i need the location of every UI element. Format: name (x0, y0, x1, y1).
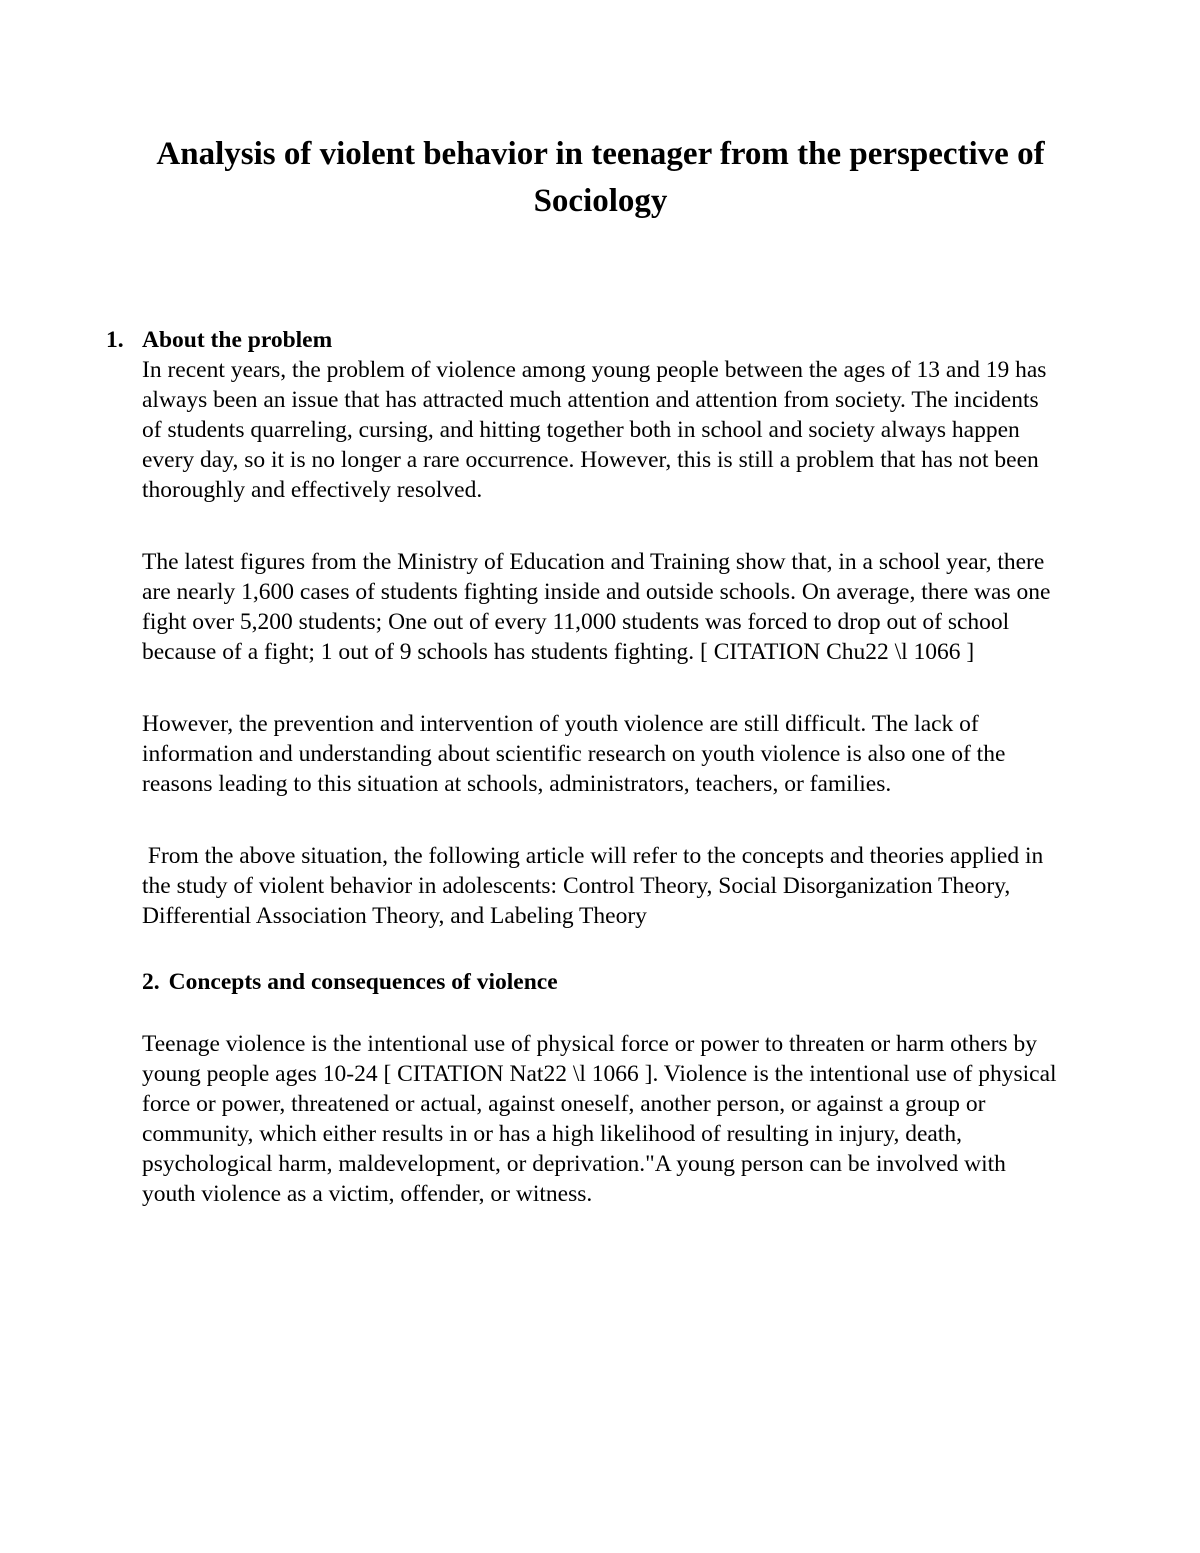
section-1-paragraph-1: In recent years, the problem of violence among young people between the ages of 13 and 19 has always been an issue that has attracted much attention and attention from society. The incidents of students quarreling, cursing, and hitting together both in school and society always happen every day, so it is no longer a rare occurrence. However, this is still a problem that has not been thoroughly and effectively resolved. (142, 357, 1053, 503)
document-title: Analysis of violent behavior in teenager from the perspective of Sociology (156, 136, 1045, 219)
section-1-paragraph-3: However, the prevention and intervention of youth violence are still difficult. The lack of information and understanding about scientific research on youth violence is also one of the reasons leading to this situation at schools, administrators, teachers, or families. (142, 711, 1012, 797)
section-2-heading-text: Concepts and consequences of violence (168, 969, 558, 995)
section-2-heading (142, 967, 1059, 997)
section-1-paragraph-4: From the above situation, the following article will refer to the concepts and theories applied in the study of violent behavior in adolescents: Control Theory, Social Disorganization Theory, Differential Association Theory, and Labeling Theory (142, 843, 1050, 929)
section-1-number: 1. (106, 327, 124, 353)
section-1-paragraph-2: The latest figures from the Ministry of Education and Training show that, in a school year, there are nearly 1,600 cases of students fighting inside and outside schools. On average, there was one fight over 5,200 students; One out of every 11,000 students was forced to drop out of school because of a fight; 1 out of 9 schools has students fighting. [ CITATION Chu22 \l 1066 ] (142, 549, 1057, 665)
document-body (106, 0, 1063, 1209)
section-2-paragraph-1: Teenage violence is the intentional use of physical force or power to threaten or harm others by young people ages 10-24 [ CITATION Nat22 \l 1066 ]. Violence is the intentional use of physical force or power, threatened or actual, against oneself, another person, or against a group or community, which either results in or has a high likelihood of resulting in injury, death, psychological harm, maldevelopment, or deprivation."A young person can be involved with youth violence as a victim, offender, or witness. (142, 1031, 1063, 1207)
section-2-number: 2. (142, 969, 160, 995)
section-1-heading (106, 325, 1059, 355)
section-1-heading-text: About the problem (142, 327, 333, 353)
